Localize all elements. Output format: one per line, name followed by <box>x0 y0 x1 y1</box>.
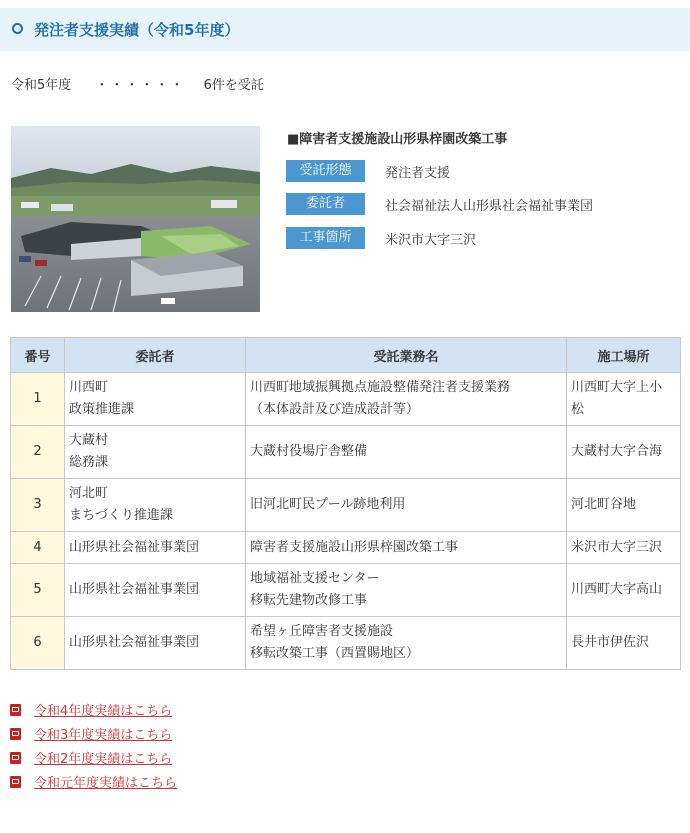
cell-client: 山形県社会福祉事業団 <box>65 532 246 564</box>
cell-place: 河北町谷地 <box>567 479 681 532</box>
header-number: 番号 <box>11 338 65 373</box>
pdf-icon <box>10 776 21 788</box>
client-line: 川西町 <box>69 380 109 395</box>
header-place: 施工場所 <box>567 338 681 373</box>
cell-client: 山形県社会福祉事業団 <box>65 617 246 670</box>
circle-bullet-icon <box>12 23 23 34</box>
cell-number: 3 <box>11 479 65 532</box>
client-line: 大蔵村 <box>69 433 109 448</box>
info-label: 工事箇所 <box>286 227 365 249</box>
cell-place: 大蔵村大字合海 <box>567 426 681 479</box>
link-r3-results[interactable]: 令和3年度実績はこちら <box>34 728 173 743</box>
table-row <box>11 617 681 670</box>
summary-dots: ・・・・・・ <box>95 78 186 93</box>
task-line: （本体設計及び造成設計等） <box>250 402 420 417</box>
cell-place: 川西町大字高山 <box>567 564 681 617</box>
info-value: 発注者支援 <box>385 166 451 181</box>
summary-line <box>11 74 264 93</box>
summary-year: 令和5年度 <box>11 78 72 93</box>
task-line: 移転先建物改修工事 <box>250 593 368 608</box>
section-title: 発注者支援実績（令和5年度） <box>34 21 240 39</box>
cell-number: 5 <box>11 564 65 617</box>
link-r2-results[interactable]: 令和2年度実績はこちら <box>34 752 173 767</box>
pdf-icon <box>10 752 21 764</box>
client-line: 政策推進課 <box>69 402 135 417</box>
cell-client <box>65 479 246 532</box>
cell-client <box>65 426 246 479</box>
cell-number: 1 <box>11 373 65 426</box>
facility-photo <box>11 126 260 312</box>
featured-project-title: ■障害者支援施設山形県梓園改築工事 <box>287 132 508 147</box>
cell-place <box>567 373 681 426</box>
cell-task <box>246 617 567 670</box>
cell-task: 大蔵村役場庁舎整備 <box>246 426 567 479</box>
info-value: 米沢市大字三沢 <box>385 233 477 248</box>
task-line: 希望ヶ丘障害者支援施設 <box>250 624 394 639</box>
cell-number: 4 <box>11 532 65 564</box>
place-line: 松 <box>571 402 585 417</box>
client-line: 河北町 <box>69 486 109 501</box>
section-header <box>0 8 690 51</box>
table-header-row <box>11 338 681 373</box>
header-client: 委託者 <box>65 338 246 373</box>
info-label: 委託者 <box>286 193 365 215</box>
task-line: 地域福祉支援センター <box>250 571 380 586</box>
table-row <box>11 373 681 426</box>
pdf-icon <box>10 728 21 740</box>
task-line: 移転改築工事（西置賜地区） <box>250 646 420 661</box>
info-value: 社会福祉法人山形県社会福祉事業団 <box>385 199 594 214</box>
cell-task: 旧河北町民プール跡地利用 <box>246 479 567 532</box>
cell-place: 長井市伊佐沢 <box>567 617 681 670</box>
cell-task <box>246 564 567 617</box>
cell-place: 米沢市大字三沢 <box>567 532 681 564</box>
info-label: 受託形態 <box>286 160 365 182</box>
table-row <box>11 426 681 479</box>
cell-client: 山形県社会福祉事業団 <box>65 564 246 617</box>
place-line: 川西町大字上小 <box>571 380 663 395</box>
link-r1-results[interactable]: 令和元年度実績はこちら <box>34 776 178 791</box>
cell-task: 障害者支援施設山形県梓園改築工事 <box>246 532 567 564</box>
link-r4-results[interactable]: 令和4年度実績はこちら <box>34 704 173 719</box>
summary-count: 6件を受託 <box>203 78 264 93</box>
cell-task <box>246 373 567 426</box>
projects-table <box>10 337 681 670</box>
cell-number: 6 <box>11 617 65 670</box>
header-task: 受託業務名 <box>246 338 567 373</box>
client-line: 総務課 <box>69 455 109 470</box>
pdf-icon <box>10 704 21 716</box>
table-row <box>11 532 681 564</box>
task-line: 川西町地域振興拠点施設整備発注者支援業務 <box>250 380 511 395</box>
cell-number: 2 <box>11 426 65 479</box>
table-row <box>11 564 681 617</box>
cell-client <box>65 373 246 426</box>
table-row <box>11 479 681 532</box>
client-line: まちづくり推進課 <box>69 508 173 523</box>
